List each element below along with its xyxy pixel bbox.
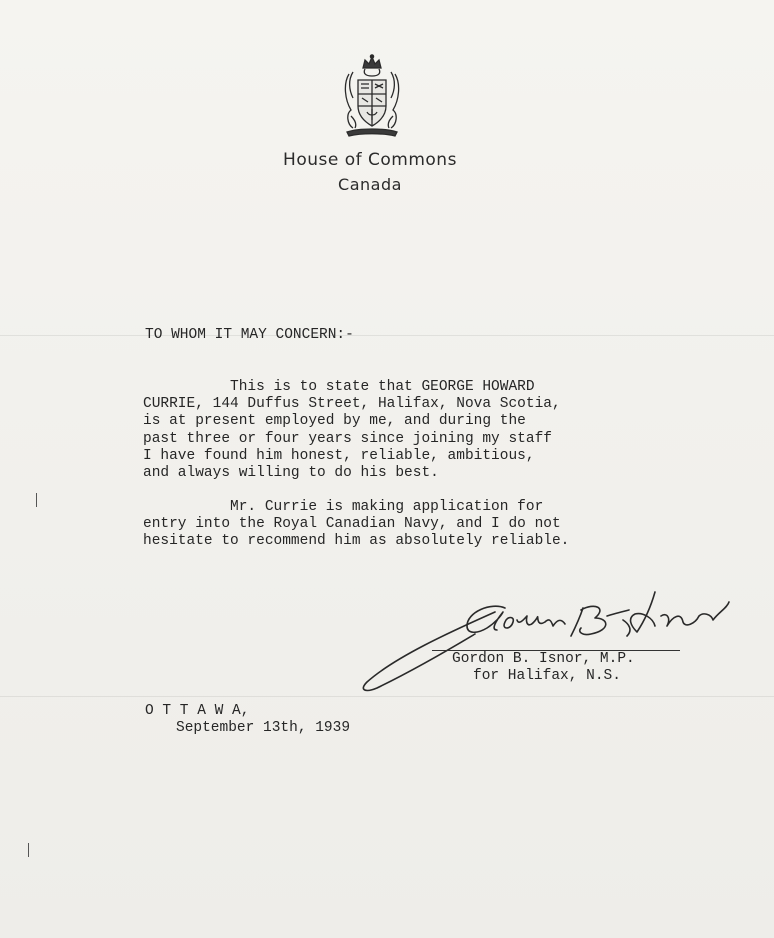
dateline-city: O T T A W A, [145,703,250,719]
body-paragraph-2: Mr. Currie is making application for entry into the Royal Canadian Navy, and I do not hesitate to recommend him as absolutely reliable. [143,499,570,550]
letterhead-title: House of Commons [283,150,457,170]
signatory-name: Gordon B. Isnor, M.P. [452,651,635,667]
body-paragraph-1: This is to state that GEORGE HOWARD CURRIE, 144 Duffus Street, Halifax, Nova Scotia, is at present employed by me, and during the past three or four years since joining my staff I have found him honest, reliable, ambitious, and always willing to do his best. [143,379,561,482]
coat-of-arms-icon [341,54,403,138]
salutation: TO WHOM IT MAY CONCERN:- [145,327,354,343]
margin-mark [28,843,29,857]
letterhead-subtitle: Canada [338,175,402,194]
margin-mark [36,493,37,507]
signatory-constituency: for Halifax, N.S. [473,668,621,684]
paper-fold-line [0,335,774,336]
dateline-date: September 13th, 1939 [176,720,351,736]
